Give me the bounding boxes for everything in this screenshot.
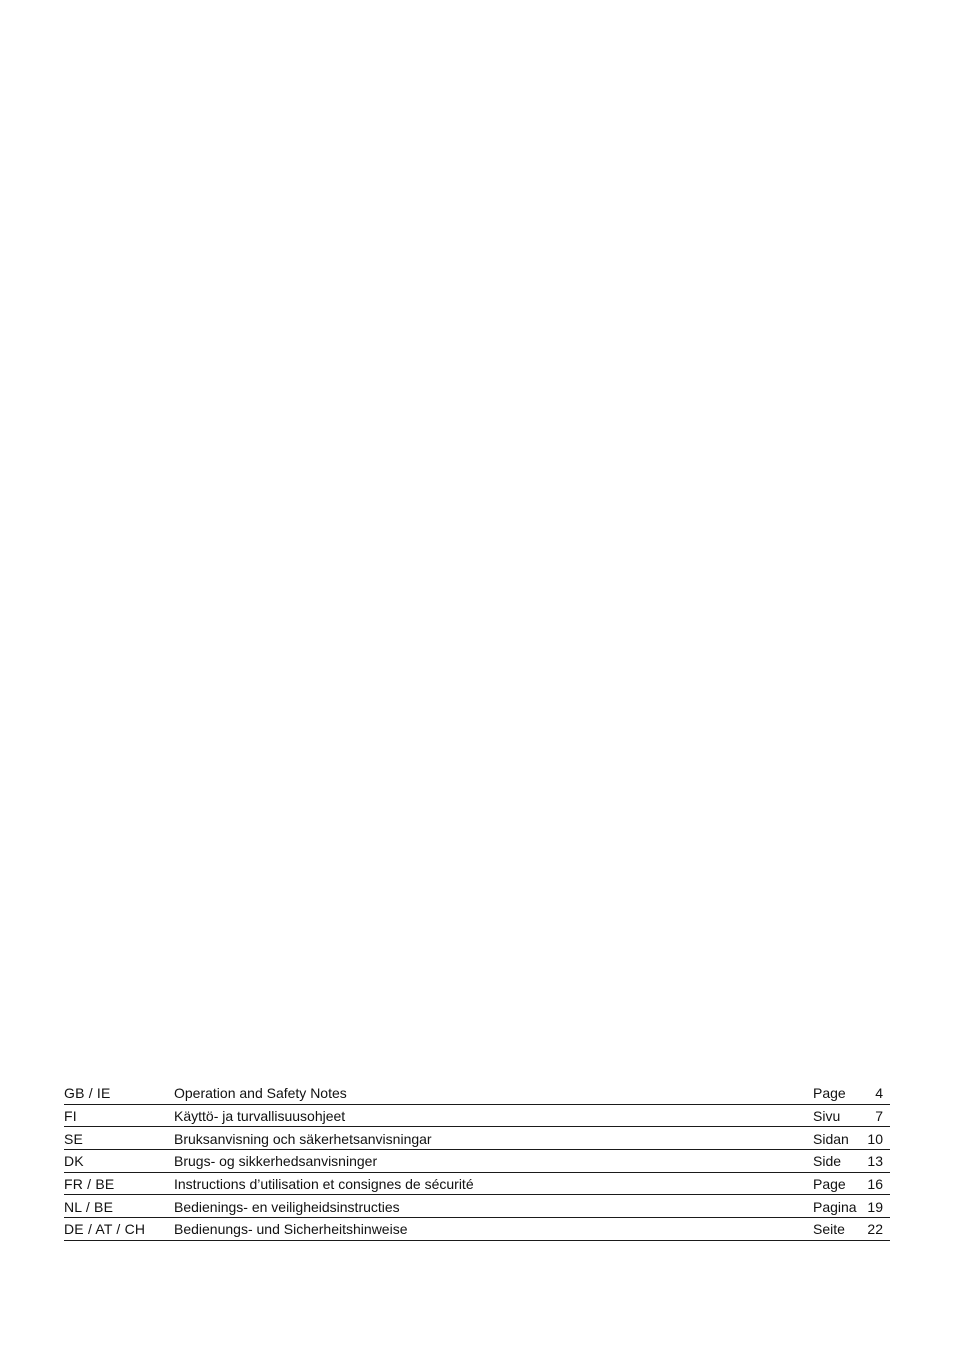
toc-page-label: Pagina (813, 1198, 857, 1215)
toc-page-number: 16 (867, 1176, 883, 1193)
toc-page-number: 10 (867, 1130, 883, 1147)
toc-section-title: Käyttö- ja turvallisuusohjeet (174, 1108, 346, 1125)
toc-page-number: 4 (875, 1085, 883, 1102)
toc-language-code: DK (64, 1153, 84, 1170)
toc-section-title: Brugs- og sikkerhedsanvisninger (174, 1153, 378, 1170)
toc-page-number: 7 (875, 1108, 883, 1125)
toc-page-label: Sivu (813, 1108, 841, 1125)
toc-language-code: FR / BE (64, 1176, 115, 1193)
toc-page-label: Sidan (813, 1130, 849, 1147)
toc-row-de-at-ch (64, 1218, 890, 1241)
toc-row-fr-be (64, 1173, 890, 1196)
toc-page-number: 22 (867, 1221, 883, 1238)
toc-row-se (64, 1127, 890, 1150)
toc-language-code: FI (64, 1108, 77, 1125)
toc-section-title: Bedienungs- und Sicherheitshinweise (174, 1221, 408, 1238)
toc-row-fi (64, 1105, 890, 1128)
toc-page-label: Side (813, 1153, 842, 1170)
toc-section-title: Instructions d’utilisation et consignes de sécurité (174, 1176, 474, 1193)
toc-section-title: Operation and Safety Notes (174, 1085, 347, 1102)
toc-row-gb-ie (64, 1082, 890, 1105)
toc-page-label: Page (813, 1176, 846, 1193)
toc-section-title: Bedienings- en veiligheidsinstructies (174, 1198, 400, 1215)
toc-page-label: Seite (813, 1221, 845, 1238)
toc-page-number: 19 (867, 1198, 883, 1215)
toc-row-dk (64, 1150, 890, 1173)
toc-language-code: SE (64, 1130, 84, 1147)
toc-page-label: Page (813, 1085, 846, 1102)
toc-language-code: NL / BE (64, 1198, 114, 1215)
toc-page-number: 13 (867, 1153, 883, 1170)
toc-row-nl-be (64, 1195, 890, 1218)
language-table-of-contents (64, 1082, 890, 1241)
toc-language-code: GB / IE (64, 1085, 111, 1102)
toc-section-title: Bruksanvisning och säkerhetsanvisningar (174, 1130, 432, 1147)
toc-language-code: DE / AT / CH (64, 1221, 146, 1238)
